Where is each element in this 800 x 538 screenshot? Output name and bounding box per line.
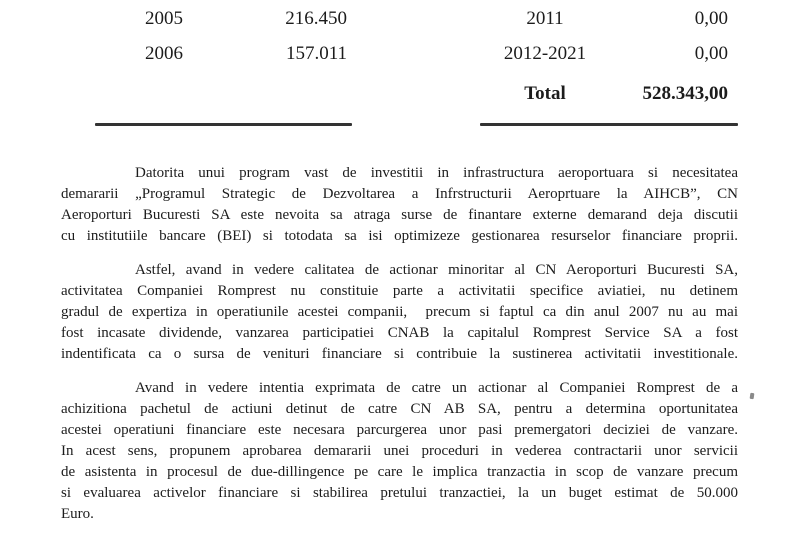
year-cell-left: 2006	[145, 43, 183, 64]
total-label: Total	[524, 83, 566, 104]
table-row	[0, 43, 800, 69]
table-row	[0, 8, 800, 34]
paragraph	[61, 260, 738, 365]
scan-artifact-speck	[750, 393, 755, 399]
paragraph-line: Astfel, avand in vedere calitatea de actionar minoritar al CN Aeroporturi Bucuresti SA,	[135, 262, 738, 278]
paragraph	[61, 163, 738, 247]
paragraph-line: acestei operatiuni financiare este necesara parcurgerea unor pasi premergatori deciziei de vanzare.	[61, 422, 738, 438]
value-cell-right: 0,00	[694, 43, 728, 64]
value-cell-right: 0,00	[694, 8, 728, 29]
paragraph-line: indentificata ca o sursa de venituri financiare si contribuie la sustinerea activitatii investitionale.	[61, 346, 738, 362]
paragraph-line: Avand in vedere intentia exprimata de catre un actionar al Companiei Romprest de a	[135, 380, 738, 396]
table-underline-left	[95, 123, 352, 126]
table-underline-right	[480, 123, 738, 126]
paragraph-line: cu institutiile bancare (BEI) si totodata sa isi optimizeze gestionarea resurselor financiare proprii.	[61, 228, 738, 244]
total-value: 528.343,00	[642, 83, 728, 104]
paragraph-line: de asistenta in procesul de due-dillingence pe care le implica tranzactia in scop de vanzare precum	[61, 464, 738, 480]
paragraph-line: In acest sens, propunem aprobarea demararii unei proceduri in vederea contractarii unor servicii	[61, 443, 738, 459]
value-cell-left: 216.450	[285, 8, 347, 29]
document-body	[61, 163, 738, 538]
paragraph-line: achizitiona pachetul de actiuni detinut de catre CN AB SA, pentru a determina oportunitatea	[61, 401, 738, 417]
paragraph-line: Euro.	[61, 506, 94, 522]
year-cell-right: 2012-2021	[503, 43, 587, 64]
paragraph-line: Aeroporturi Bucuresti SA este nevoita sa atraga surse de finantare externe demarand deja discutii	[61, 207, 738, 223]
paragraph-line: si evaluarea activelor financiare si stabilirea pretului tranzactiei, la un buget estimat de 50.000	[61, 485, 738, 501]
paragraph-line: Datorita unui program vast de investitii in infrastructura aeroportuara si necesitatea	[135, 165, 738, 181]
paragraph-line: fost incasate dividende, vanzarea participatiei CNAB la capitalul Romprest Service SA a fost	[61, 325, 738, 341]
paragraph-line: demararii „Programul Strategic de Dezvoltarea a Infrstructurii Aeroprtuare la AIHCB”, CN	[61, 186, 738, 202]
year-cell-left: 2005	[145, 8, 183, 29]
value-cell-left: 157.011	[285, 43, 347, 64]
paragraph-line: activitatea Companiei Romprest nu constituie parte a activitatii specifice aviatiei, nu detinem	[61, 283, 738, 299]
paragraph-line: gradul de expertiza in operatiunile acestei companii, precum si faptul ca din anul 2007 nu au mai	[61, 304, 738, 320]
table-total-row	[0, 83, 800, 109]
paragraph	[61, 378, 738, 525]
year-cell-right: 2011	[526, 8, 564, 29]
